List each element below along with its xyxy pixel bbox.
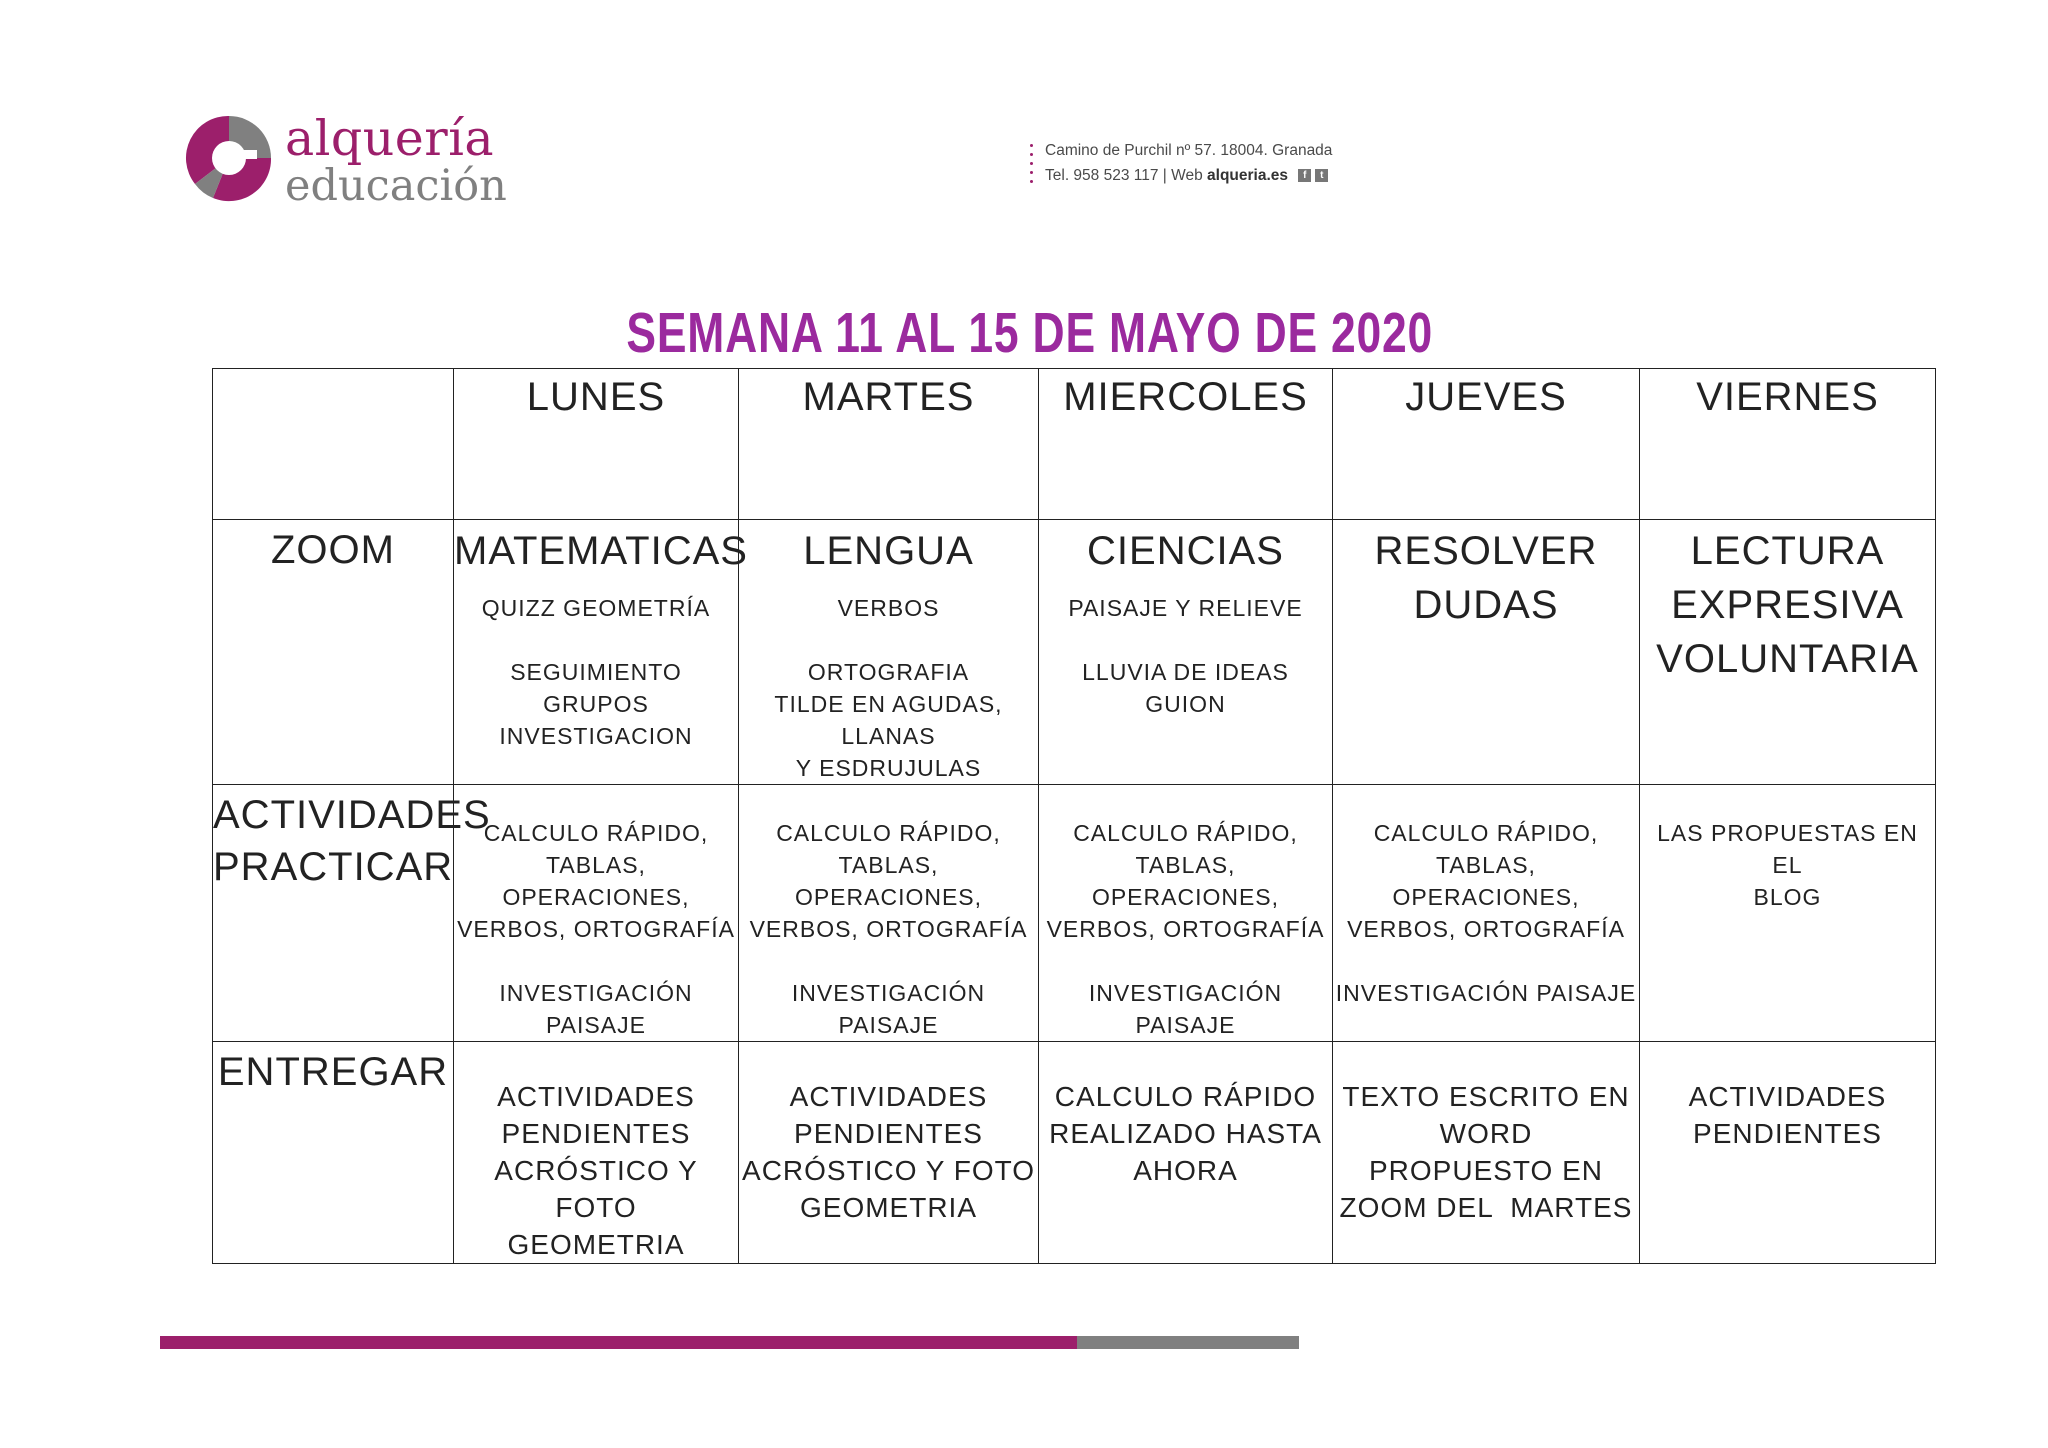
cell-line: GEOMETRIA xyxy=(799,1192,977,1223)
cell-line: PAISAJE Y RELIEVE xyxy=(1068,595,1303,621)
cell-zoom-viernes xyxy=(1640,520,1936,785)
cell-line: INVESTIGACIÓN PAISAJE xyxy=(791,980,986,1038)
cell-line: INVESTIGACIÓN PAISAJE xyxy=(1335,980,1637,1006)
cell-line: DUDAS xyxy=(1413,583,1559,627)
row-label-line: PRACTICAR xyxy=(213,845,454,889)
cell-line: TEXTO ESCRITO EN xyxy=(1342,1081,1630,1112)
alqueria-logo-icon xyxy=(183,112,275,204)
cell-zoom-miercoles xyxy=(1039,520,1333,785)
cell-line: CALCULO RÁPIDO, TABLAS, xyxy=(1373,820,1599,878)
cell-line: LLUVIA DE IDEAS xyxy=(1082,659,1289,685)
cell-actividades-viernes xyxy=(1640,785,1936,1042)
cell-entregar-viernes xyxy=(1640,1042,1936,1264)
cell-line: INVESTIGACIÓN PAISAJE xyxy=(499,980,693,1038)
cell-actividades-miercoles xyxy=(1039,785,1333,1042)
cell-line: VERBOS, ORTOGRAFÍA xyxy=(457,916,735,942)
twitter-icon[interactable]: t xyxy=(1315,169,1328,182)
cell-line: CALCULO RÁPIDO, xyxy=(1073,820,1298,846)
row-label-zoom: ZOOM xyxy=(213,520,454,785)
facebook-icon[interactable]: f xyxy=(1298,169,1311,182)
cell-line: LAS PROPUESTAS EN EL xyxy=(1657,820,1918,878)
cell-entregar-martes xyxy=(739,1042,1039,1264)
weekly-schedule-table xyxy=(212,368,1936,1264)
cell-line: ACTIVIDADES xyxy=(1688,1081,1887,1112)
table-row-actividades xyxy=(213,785,1936,1042)
contact-address: Camino de Purchil nº 57. 18004. Granada xyxy=(1045,142,1333,159)
table-row-zoom xyxy=(213,520,1936,785)
cell-line: ACRÓSTICO Y FOTO xyxy=(494,1155,698,1223)
cell-line: VERBOS, ORTOGRAFÍA xyxy=(1046,916,1325,942)
cell-line: VERBOS, ORTOGRAFÍA xyxy=(749,916,1028,942)
cell-entregar-miercoles xyxy=(1039,1042,1333,1264)
footer-bar-secondary xyxy=(1077,1336,1299,1349)
cell-line: CALCULO RÁPIDO, xyxy=(483,820,709,846)
cell-line: SEGUIMIENTO GRUPOS xyxy=(510,659,682,717)
day-header-jueves: JUEVES xyxy=(1333,369,1640,520)
cell-zoom-jueves xyxy=(1333,520,1640,785)
table-row-entregar xyxy=(213,1042,1936,1264)
cell-line: ORTOGRAFIA xyxy=(807,659,970,685)
cell-line: LECTURA xyxy=(1690,529,1885,573)
cell-line: BLOG xyxy=(1753,884,1822,910)
cell-line: CALCULO RÁPIDO, TABLAS, xyxy=(776,820,1001,878)
cell-line: ACTIVIDADES xyxy=(789,1081,988,1112)
contact-web-prefix: Web xyxy=(1171,167,1203,184)
logo xyxy=(183,112,513,212)
subject-title: MATEMATICAS xyxy=(454,529,748,573)
cell-actividades-jueves xyxy=(1333,785,1640,1042)
cell-line: CALCULO RÁPIDO xyxy=(1054,1081,1317,1112)
cell-line: TILDE EN AGUDAS, LLANAS xyxy=(774,691,1003,749)
logo-name: alquería xyxy=(285,110,495,167)
contact-phone: Tel. 958 523 117 | xyxy=(1045,167,1167,184)
day-header-martes: MARTES xyxy=(739,369,1039,520)
row-label-line: ACTIVIDADES xyxy=(213,793,491,837)
cell-line: RESOLVER xyxy=(1374,529,1598,573)
cell-line: PROPUESTO EN xyxy=(1369,1155,1603,1186)
cell-line: VOLUNTARIA xyxy=(1656,637,1919,681)
cell-line: GUION xyxy=(1145,691,1226,717)
cell-line: ACTIVIDADES xyxy=(497,1081,695,1112)
day-header-viernes: VIERNES xyxy=(1640,369,1936,520)
cell-line: OPERACIONES, xyxy=(794,884,983,910)
cell-line: INVESTIGACION xyxy=(499,723,693,749)
cell-zoom-lunes xyxy=(454,520,748,785)
cell-line: ZOOM DEL MARTES xyxy=(1339,1192,1633,1223)
cell-entregar-jueves xyxy=(1333,1042,1640,1264)
cell-line: GEOMETRIA xyxy=(507,1229,685,1260)
cell-line: REALIZADO HASTA xyxy=(1049,1118,1322,1149)
cell-line: VERBOS xyxy=(837,595,940,621)
cell-line: ACRÓSTICO Y FOTO xyxy=(742,1155,1035,1186)
cell-line: WORD xyxy=(1439,1118,1533,1149)
cell-line: VERBOS, ORTOGRAFÍA xyxy=(1347,916,1625,942)
day-header-miercoles: MIERCOLES xyxy=(1039,369,1333,520)
cell-actividades-lunes xyxy=(454,785,739,1042)
table-header-row xyxy=(213,369,1936,520)
cell-line: PENDIENTES xyxy=(1693,1118,1882,1149)
contact-dots-decoration xyxy=(1030,144,1036,186)
subject-title: LENGUA xyxy=(803,529,974,573)
cell-line: TABLAS, OPERACIONES, xyxy=(502,852,690,910)
cell-line: PENDIENTES xyxy=(794,1118,983,1149)
cell-line: PENDIENTES xyxy=(501,1118,691,1149)
footer-bar-primary xyxy=(160,1336,1077,1349)
cell-zoom-martes xyxy=(739,520,1039,785)
contact-phone-web xyxy=(1045,167,1328,185)
row-label-entregar: ENTREGAR xyxy=(213,1042,454,1264)
page-title: SEMANA 11 AL 15 DE MAYO DE 2020 xyxy=(626,301,1434,365)
empty-corner-cell xyxy=(213,369,454,520)
cell-line: EXPRESIVA xyxy=(1671,583,1904,627)
logo-subtitle: educación xyxy=(285,161,507,211)
cell-entregar-lunes xyxy=(454,1042,739,1264)
cell-line: OPERACIONES, xyxy=(1392,884,1580,910)
cell-line: Y ESDRUJULAS xyxy=(795,755,982,781)
cell-actividades-martes xyxy=(739,785,1039,1042)
cell-line: TABLAS, OPERACIONES, xyxy=(1091,852,1280,910)
cell-line: QUIZZ GEOMETRÍA xyxy=(481,595,711,621)
day-header-lunes: LUNES xyxy=(454,369,739,520)
cell-line: AHORA xyxy=(1133,1155,1238,1186)
subject-title: CIENCIAS xyxy=(1087,529,1284,573)
cell-line: INVESTIGACIÓN PAISAJE xyxy=(1088,980,1283,1038)
contact-web-link[interactable]: alqueria.es xyxy=(1207,167,1289,184)
row-label-actividades xyxy=(213,785,491,1042)
